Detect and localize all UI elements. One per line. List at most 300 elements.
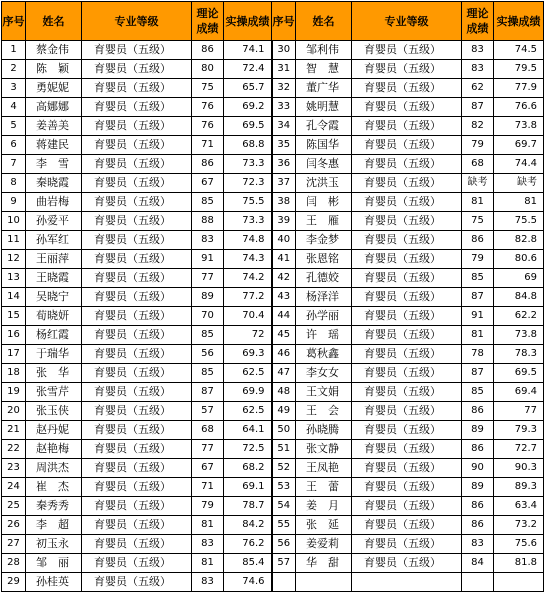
row-number: 6	[2, 136, 26, 155]
row-practice-score: 74.4	[494, 155, 544, 174]
row-practice-score: 77	[494, 402, 544, 421]
row-level: 育婴员（五级）	[82, 136, 192, 155]
row-level: 育婴员（五级）	[352, 79, 462, 98]
row-number: 56	[272, 535, 296, 554]
row-name: 董广华	[296, 79, 352, 98]
row-name: 姚明慧	[296, 98, 352, 117]
row-name: 荀晓妍	[26, 307, 82, 326]
row-name: 周洪杰	[26, 459, 82, 478]
row-name: 秦晓霞	[26, 174, 82, 193]
row-level: 育婴员（五级）	[82, 155, 192, 174]
row-theory-score: 67	[192, 459, 224, 478]
row-level: 育婴员（五级）	[352, 231, 462, 250]
row-name: 李金梦	[296, 231, 352, 250]
row-practice-score: 85.4	[224, 554, 272, 573]
row-number: 17	[2, 345, 26, 364]
row-theory-score: 86	[462, 440, 494, 459]
row-level: 育婴员（五级）	[352, 516, 462, 535]
row-number: 34	[272, 117, 296, 136]
header-row	[2, 2, 544, 41]
row-number: 54	[272, 497, 296, 516]
row-theory-score: 77	[192, 440, 224, 459]
row-level: 育婴员（五级）	[352, 193, 462, 212]
row-number: 4	[2, 98, 26, 117]
row-number: 53	[272, 478, 296, 497]
row-name: 张 华	[26, 364, 82, 383]
row-practice-score: 69.5	[224, 117, 272, 136]
row-theory-score: 81	[192, 554, 224, 573]
row-practice-score: 74.1	[224, 41, 272, 60]
row-theory-score: 79	[462, 250, 494, 269]
row-number: 16	[2, 326, 26, 345]
table-row	[2, 516, 544, 535]
row-name: 赵丹妮	[26, 421, 82, 440]
row-theory-score: 68	[462, 155, 494, 174]
row-level: 育婴员（五级）	[352, 212, 462, 231]
table-row	[2, 364, 544, 383]
row-practice-score: 90.3	[494, 459, 544, 478]
row-level: 育婴员（五级）	[82, 231, 192, 250]
row-name: 沈洪玉	[296, 174, 352, 193]
row-name: 蒋建民	[26, 136, 82, 155]
row-practice-score: 79.3	[494, 421, 544, 440]
row-name: 李女女	[296, 364, 352, 383]
row-level: 育婴员（五级）	[82, 478, 192, 497]
row-name: 张 延	[296, 516, 352, 535]
row-name: 高娜娜	[26, 98, 82, 117]
row-practice-score: 84.8	[494, 288, 544, 307]
row-level: 育婴员（五级）	[352, 60, 462, 79]
row-name: 姜 月	[296, 497, 352, 516]
row-name: 张玉侠	[26, 402, 82, 421]
row-level: 育婴员（五级）	[82, 459, 192, 478]
row-theory-score: 85	[192, 326, 224, 345]
row-practice-score: 69.3	[224, 345, 272, 364]
row-practice-score: 62.2	[494, 307, 544, 326]
table-row	[2, 383, 544, 402]
row-theory-score: 87	[462, 364, 494, 383]
row-practice-score: 73.3	[224, 155, 272, 174]
row-number: 43	[272, 288, 296, 307]
row-name: 葛秋鑫	[296, 345, 352, 364]
row-number: 44	[272, 307, 296, 326]
row-number: 8	[2, 174, 26, 193]
table-row	[2, 136, 544, 155]
table-row	[2, 497, 544, 516]
table-body	[2, 41, 544, 592]
row-theory-score: 86	[462, 497, 494, 516]
row-name: 王晓霞	[26, 269, 82, 288]
row-practice-score: 65.7	[224, 79, 272, 98]
row-number: 41	[272, 250, 296, 269]
row-name: 张文静	[296, 440, 352, 459]
row-practice-score: 69	[494, 269, 544, 288]
row-theory-score: 77	[192, 269, 224, 288]
row-theory-score: 81	[192, 516, 224, 535]
table-row	[2, 98, 544, 117]
row-practice-score: 81	[494, 193, 544, 212]
row-level: 育婴员（五级）	[82, 364, 192, 383]
row-practice-score: 81.8	[494, 554, 544, 573]
row-number: 25	[2, 497, 26, 516]
row-number: 1	[2, 41, 26, 60]
row-theory-score: 71	[192, 478, 224, 497]
row-level: 育婴员（五级）	[352, 288, 462, 307]
row-level: 育婴员（五级）	[82, 326, 192, 345]
row-theory-score: 86	[192, 41, 224, 60]
table-row	[2, 440, 544, 459]
row-practice-score: 76.6	[494, 98, 544, 117]
row-theory-score: 91	[462, 307, 494, 326]
table-row	[2, 478, 544, 497]
header-no: 序号	[2, 2, 26, 41]
row-theory-score: 70	[192, 307, 224, 326]
row-practice-score: 72.3	[224, 174, 272, 193]
empty-cell	[272, 573, 296, 592]
table-row	[2, 288, 544, 307]
row-name: 李 超	[26, 516, 82, 535]
row-name: 蔡金伟	[26, 41, 82, 60]
row-number: 10	[2, 212, 26, 231]
row-number: 37	[272, 174, 296, 193]
row-number: 5	[2, 117, 26, 136]
table-row	[2, 307, 544, 326]
row-number: 33	[272, 98, 296, 117]
row-practice-score: 75.5	[224, 193, 272, 212]
row-level: 育婴员（五级）	[82, 421, 192, 440]
table-row	[2, 535, 544, 554]
row-name: 张雪芹	[26, 383, 82, 402]
row-theory-score: 78	[462, 345, 494, 364]
row-number: 49	[272, 402, 296, 421]
row-level: 育婴员（五级）	[352, 440, 462, 459]
row-name: 王 雁	[296, 212, 352, 231]
row-theory-score: 79	[462, 136, 494, 155]
row-practice-score: 69.7	[494, 136, 544, 155]
row-number: 35	[272, 136, 296, 155]
row-number: 38	[272, 193, 296, 212]
row-theory-score: 68	[192, 421, 224, 440]
row-number: 9	[2, 193, 26, 212]
row-name: 杨红霞	[26, 326, 82, 345]
row-name: 孔德姣	[296, 269, 352, 288]
table-row	[2, 174, 544, 193]
row-name: 崔 杰	[26, 478, 82, 497]
row-practice-score: 74.5	[494, 41, 544, 60]
row-practice-score: 72.7	[494, 440, 544, 459]
row-level: 育婴员（五级）	[82, 516, 192, 535]
row-practice-score: 68.2	[224, 459, 272, 478]
row-number: 22	[2, 440, 26, 459]
row-name: 智 慧	[296, 60, 352, 79]
row-number: 52	[272, 459, 296, 478]
row-theory-score: 缺考	[462, 174, 494, 193]
row-level: 育婴员（五级）	[82, 440, 192, 459]
row-number: 32	[272, 79, 296, 98]
empty-cell	[296, 573, 352, 592]
row-name: 李 雪	[26, 155, 82, 174]
row-level: 育婴员（五级）	[82, 98, 192, 117]
row-level: 育婴员（五级）	[82, 307, 192, 326]
row-number: 55	[272, 516, 296, 535]
row-level: 育婴员（五级）	[352, 535, 462, 554]
row-theory-score: 76	[192, 117, 224, 136]
row-practice-score: 69.2	[224, 98, 272, 117]
row-practice-score: 73.3	[224, 212, 272, 231]
row-practice-score: 74.2	[224, 269, 272, 288]
row-theory-score: 85	[192, 193, 224, 212]
row-name: 王文娟	[296, 383, 352, 402]
row-practice-score: 75.5	[494, 212, 544, 231]
row-practice-score: 73.2	[494, 516, 544, 535]
row-name: 姜善美	[26, 117, 82, 136]
row-name: 孙爱平	[26, 212, 82, 231]
row-number: 42	[272, 269, 296, 288]
row-level: 育婴员（五级）	[352, 41, 462, 60]
header-name: 姓名	[296, 2, 352, 41]
row-practice-score: 74.3	[224, 250, 272, 269]
row-name: 孙晓腾	[296, 421, 352, 440]
table-row	[2, 554, 544, 573]
row-practice-score: 69.5	[494, 364, 544, 383]
table-row	[2, 269, 544, 288]
row-name: 邹 丽	[26, 554, 82, 573]
table-row	[2, 155, 544, 174]
row-practice-score: 72.4	[224, 60, 272, 79]
row-name: 赵艳梅	[26, 440, 82, 459]
row-level: 育婴员（五级）	[352, 250, 462, 269]
row-number: 26	[2, 516, 26, 535]
row-practice-score: 62.5	[224, 402, 272, 421]
row-number: 36	[272, 155, 296, 174]
row-practice-score: 63.4	[494, 497, 544, 516]
row-practice-score: 70.4	[224, 307, 272, 326]
row-number: 11	[2, 231, 26, 250]
row-number: 19	[2, 383, 26, 402]
row-level: 育婴员（五级）	[352, 98, 462, 117]
row-level: 育婴员（五级）	[352, 364, 462, 383]
table-row	[2, 326, 544, 345]
row-practice-score: 77.2	[224, 288, 272, 307]
row-level: 育婴员（五级）	[82, 193, 192, 212]
row-practice-score: 84.2	[224, 516, 272, 535]
row-name: 孙桂英	[26, 573, 82, 592]
row-theory-score: 87	[462, 288, 494, 307]
row-number: 23	[2, 459, 26, 478]
row-practice-score: 89.3	[494, 478, 544, 497]
row-name: 张恩铭	[296, 250, 352, 269]
table-row	[2, 573, 544, 592]
row-number: 15	[2, 307, 26, 326]
row-number: 40	[272, 231, 296, 250]
row-theory-score: 90	[462, 459, 494, 478]
row-name: 闫 彬	[296, 193, 352, 212]
row-theory-score: 56	[192, 345, 224, 364]
row-practice-score: 79.5	[494, 60, 544, 79]
row-theory-score: 83	[192, 535, 224, 554]
row-name: 孔令霞	[296, 117, 352, 136]
row-level: 育婴员（五级）	[352, 307, 462, 326]
row-level: 育婴员（五级）	[352, 117, 462, 136]
row-level: 育婴员（五级）	[82, 497, 192, 516]
header-name: 姓名	[26, 2, 82, 41]
row-level: 育婴员（五级）	[352, 402, 462, 421]
row-name: 勇妮妮	[26, 79, 82, 98]
row-level: 育婴员（五级）	[82, 345, 192, 364]
row-number: 28	[2, 554, 26, 573]
row-number: 3	[2, 79, 26, 98]
row-level: 育婴员（五级）	[352, 383, 462, 402]
row-name: 邹利伟	[296, 41, 352, 60]
row-number: 39	[272, 212, 296, 231]
table-row	[2, 212, 544, 231]
row-name: 许 瑶	[296, 326, 352, 345]
row-practice-score: 62.5	[224, 364, 272, 383]
row-level: 育婴员（五级）	[352, 326, 462, 345]
row-theory-score: 83	[192, 231, 224, 250]
table-row	[2, 421, 544, 440]
row-practice-score: 73.8	[494, 326, 544, 345]
row-level: 育婴员（五级）	[82, 117, 192, 136]
row-theory-score: 76	[192, 98, 224, 117]
row-name: 王 会	[296, 402, 352, 421]
row-name: 孙学丽	[296, 307, 352, 326]
row-number: 48	[272, 383, 296, 402]
row-theory-score: 89	[462, 478, 494, 497]
row-name: 王丽萍	[26, 250, 82, 269]
row-name: 初玉永	[26, 535, 82, 554]
row-name: 陈国华	[296, 136, 352, 155]
row-number: 20	[2, 402, 26, 421]
table-row	[2, 193, 544, 212]
row-number: 51	[272, 440, 296, 459]
row-practice-score: 77.9	[494, 79, 544, 98]
row-practice-score: 72.5	[224, 440, 272, 459]
row-theory-score: 75	[192, 79, 224, 98]
row-theory-score: 85	[462, 383, 494, 402]
row-level: 育婴员（五级）	[82, 60, 192, 79]
row-theory-score: 84	[462, 554, 494, 573]
row-theory-score: 86	[462, 231, 494, 250]
row-theory-score: 83	[192, 573, 224, 592]
row-level: 育婴员（五级）	[352, 155, 462, 174]
row-level: 育婴员（五级）	[352, 269, 462, 288]
table-row	[2, 60, 544, 79]
row-number: 47	[272, 364, 296, 383]
row-theory-score: 83	[462, 41, 494, 60]
row-number: 24	[2, 478, 26, 497]
row-level: 育婴员（五级）	[82, 212, 192, 231]
row-theory-score: 82	[462, 117, 494, 136]
header-theory: 理论成绩	[192, 2, 224, 41]
row-level: 育婴员（五级）	[352, 174, 462, 193]
row-level: 育婴员（五级）	[82, 535, 192, 554]
row-number: 14	[2, 288, 26, 307]
row-name: 秦秀秀	[26, 497, 82, 516]
row-level: 育婴员（五级）	[352, 345, 462, 364]
empty-cell	[462, 573, 494, 592]
row-theory-score: 79	[192, 497, 224, 516]
row-level: 育婴员（五级）	[352, 459, 462, 478]
row-number: 7	[2, 155, 26, 174]
row-number: 18	[2, 364, 26, 383]
row-theory-score: 91	[192, 250, 224, 269]
table-row	[2, 250, 544, 269]
row-level: 育婴员（五级）	[352, 421, 462, 440]
empty-cell	[352, 573, 462, 592]
table-row	[2, 345, 544, 364]
row-name: 闫冬惠	[296, 155, 352, 174]
row-level: 育婴员（五级）	[82, 402, 192, 421]
row-level: 育婴员（五级）	[82, 41, 192, 60]
score-table	[1, 1, 544, 592]
row-theory-score: 83	[462, 535, 494, 554]
row-name: 于瑞华	[26, 345, 82, 364]
row-theory-score: 71	[192, 136, 224, 155]
table-row	[2, 117, 544, 136]
row-name: 陈 颖	[26, 60, 82, 79]
row-theory-score: 87	[192, 383, 224, 402]
row-number: 57	[272, 554, 296, 573]
row-theory-score: 87	[462, 98, 494, 117]
row-name: 曲岩梅	[26, 193, 82, 212]
row-level: 育婴员（五级）	[82, 288, 192, 307]
row-level: 育婴员（五级）	[352, 554, 462, 573]
row-theory-score: 83	[462, 60, 494, 79]
row-theory-score: 89	[192, 288, 224, 307]
row-level: 育婴员（五级）	[82, 554, 192, 573]
table-row	[2, 231, 544, 250]
row-practice-score: 78.3	[494, 345, 544, 364]
header-level: 专业等级	[82, 2, 192, 41]
row-practice-score: 69.1	[224, 478, 272, 497]
row-number: 13	[2, 269, 26, 288]
row-level: 育婴员（五级）	[82, 269, 192, 288]
row-practice-score: 69.4	[494, 383, 544, 402]
row-theory-score: 80	[192, 60, 224, 79]
row-practice-score: 69.9	[224, 383, 272, 402]
row-theory-score: 62	[462, 79, 494, 98]
row-theory-score: 85	[192, 364, 224, 383]
empty-cell	[494, 573, 544, 592]
row-practice-score: 74.6	[224, 573, 272, 592]
row-practice-score: 78.7	[224, 497, 272, 516]
row-name: 杨泽洋	[296, 288, 352, 307]
header-no: 序号	[272, 2, 296, 41]
table-row	[2, 41, 544, 60]
row-theory-score: 85	[462, 269, 494, 288]
row-name: 王 蕾	[296, 478, 352, 497]
header-theory: 理论成绩	[462, 2, 494, 41]
table-row	[2, 459, 544, 478]
row-number: 45	[272, 326, 296, 345]
row-practice-score: 68.8	[224, 136, 272, 155]
row-number: 30	[272, 41, 296, 60]
row-level: 育婴员（五级）	[352, 136, 462, 155]
table-row	[2, 79, 544, 98]
row-theory-score: 81	[462, 193, 494, 212]
row-level: 育婴员（五级）	[82, 79, 192, 98]
row-level: 育婴员（五级）	[352, 478, 462, 497]
row-level: 育婴员（五级）	[82, 174, 192, 193]
row-name: 孙军红	[26, 231, 82, 250]
row-practice-score: 74.8	[224, 231, 272, 250]
row-practice-score: 72	[224, 326, 272, 345]
row-theory-score: 57	[192, 402, 224, 421]
row-number: 27	[2, 535, 26, 554]
row-practice-score: 76.2	[224, 535, 272, 554]
row-theory-score: 67	[192, 174, 224, 193]
